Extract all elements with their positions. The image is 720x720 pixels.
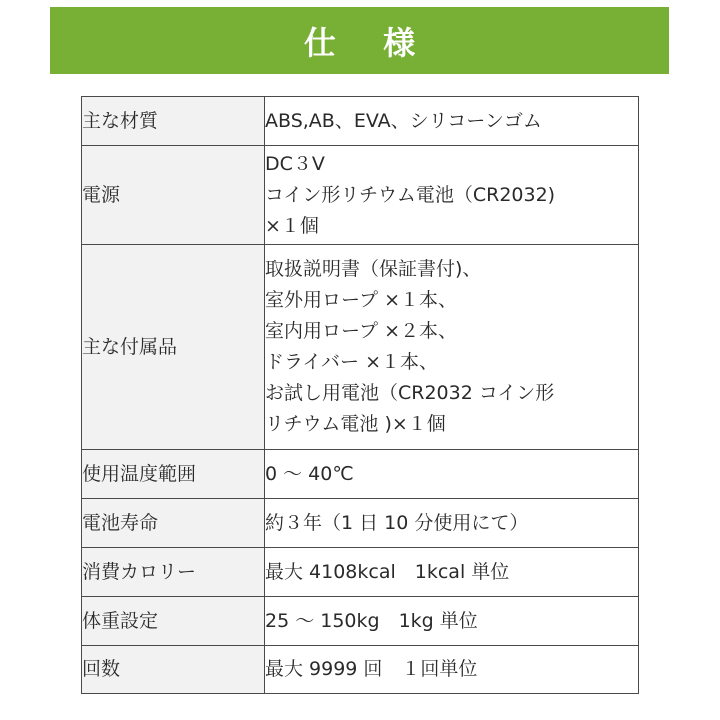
spec-value-line: 25 ～ 150kg 1kg 単位 [265, 609, 478, 632]
spec-row-calories [82, 548, 639, 597]
spec-value [265, 97, 639, 146]
spec-value-line: DC３V [265, 152, 325, 175]
spec-label: 体重設定 [82, 597, 265, 646]
spec-row-battery-life [82, 499, 639, 548]
spec-value-line: リチウム電池 )×１個 [265, 413, 446, 435]
spec-title: 仕 様 [303, 23, 434, 62]
spec-row-temperature [82, 450, 639, 499]
spec-value-line: 取扱説明書（保証書付)、 [265, 258, 482, 280]
spec-value [265, 499, 639, 548]
spec-label: 電池寿命 [82, 499, 265, 548]
spec-value-line: 最大 9999 回 １回単位 [265, 658, 478, 680]
spec-table [81, 96, 639, 694]
spec-value-line: 室外用ロープ ×１本、 [265, 289, 458, 311]
spec-value [265, 597, 639, 646]
spec-value [265, 245, 639, 450]
spec-value-line: コイン形リチウム電池（CR2032) [265, 183, 556, 206]
spec-value-line: ABS,AB、EVA、シリコーンゴム [265, 109, 542, 132]
spec-value-line: ドライバー ×１本、 [265, 351, 439, 373]
spec-value-line: 室内用ロープ ×２本、 [265, 320, 458, 342]
spec-label: 回数 [82, 646, 265, 694]
spec-label: 主な付属品 [82, 245, 265, 450]
spec-label: 消費カロリー [82, 548, 265, 597]
spec-row-count [82, 646, 639, 694]
spec-header [50, 7, 669, 74]
spec-row-weight [82, 597, 639, 646]
spec-value [265, 146, 639, 245]
spec-label: 電源 [82, 146, 265, 245]
spec-value [265, 646, 639, 694]
spec-label: 主な材質 [82, 97, 265, 146]
spec-row-material [82, 97, 639, 146]
spec-value-line: ×１個 [265, 214, 319, 237]
spec-row-accessories [82, 245, 639, 450]
spec-value [265, 548, 639, 597]
spec-value-line: 0 ～ 40℃ [265, 462, 354, 485]
spec-value-line: 最大 4108kcal 1kcal 単位 [265, 560, 510, 583]
spec-row-power [82, 146, 639, 245]
spec-value-line: 約３年（1 日 10 分使用にて） [265, 511, 529, 534]
spec-label: 使用温度範囲 [82, 450, 265, 499]
spec-value-line: お試し用電池（CR2032 コイン形 [265, 382, 555, 404]
spec-value [265, 450, 639, 499]
